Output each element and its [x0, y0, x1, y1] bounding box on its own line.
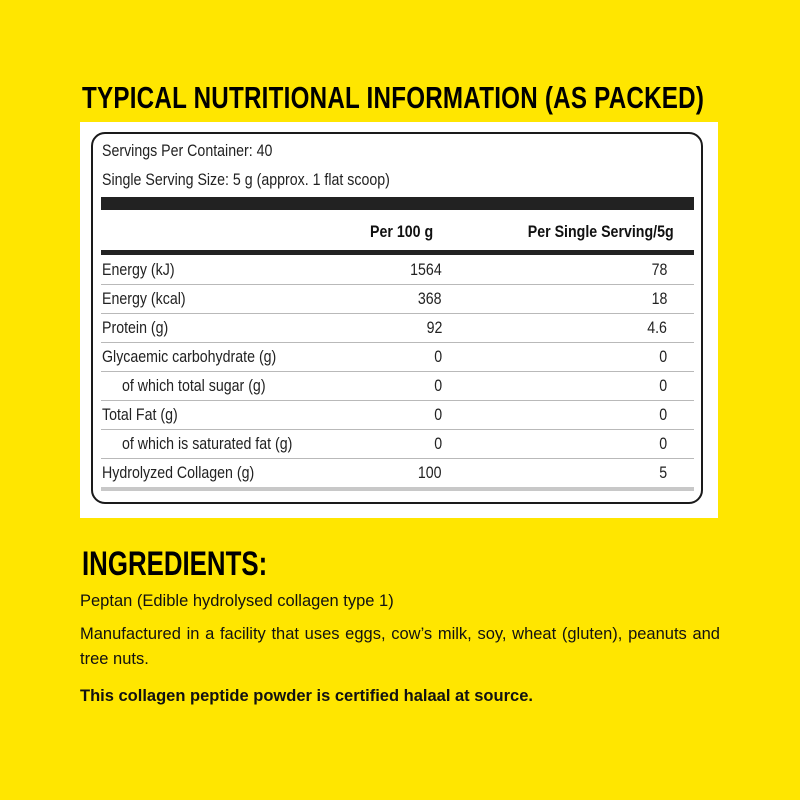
row-value-per-serving: 0 [659, 348, 667, 366]
row-value-per-100g: 0 [434, 406, 442, 424]
table-row [101, 256, 694, 285]
row-value-per-serving: 5 [659, 464, 667, 482]
row-label: Hydrolyzed Collagen (g) [102, 464, 255, 482]
row-value-per-100g: 0 [434, 435, 442, 453]
row-value-per-100g: 0 [434, 348, 442, 366]
row-value-per-serving: 0 [659, 435, 667, 453]
table-row [101, 430, 694, 459]
row-label: of which total sugar (g) [122, 377, 266, 395]
nutrition-heading: TYPICAL NUTRITIONAL INFORMATION (AS PACKED) [82, 80, 705, 115]
row-value-per-serving: 18 [651, 290, 667, 308]
table-row [101, 285, 694, 314]
ingredients-heading: INGREDIENTS: [82, 545, 268, 583]
row-label: Protein (g) [102, 319, 169, 337]
row-label: Energy (kcal) [102, 290, 186, 308]
ingredients-list: Peptan (Edible hydrolysed collagen type 1) [80, 592, 394, 610]
row-value-per-100g: 92 [426, 319, 442, 337]
row-label: of which is saturated fat (g) [122, 435, 293, 453]
row-value-per-100g: 1564 [410, 261, 442, 279]
table-row [101, 401, 694, 430]
row-value-per-100g: 368 [418, 290, 442, 308]
table-row [101, 314, 694, 343]
table-row [101, 343, 694, 372]
row-label: Energy (kJ) [102, 261, 175, 279]
row-label: Total Fat (g) [102, 406, 178, 424]
halaal-statement: This collagen peptide powder is certified halaal at source. [80, 687, 533, 705]
row-value-per-serving: 4.6 [647, 319, 667, 337]
table-row [101, 372, 694, 401]
servings-per-container: Servings Per Container: 40 [102, 142, 273, 160]
row-label: Glycaemic carbohydrate (g) [102, 348, 277, 366]
row-value-per-100g: 100 [418, 464, 442, 482]
top-divider-bar [101, 197, 694, 210]
table-row [101, 459, 694, 491]
row-value-per-serving: 0 [659, 406, 667, 424]
nutrition-rows [101, 256, 694, 491]
allergen-statement: Manufactured in a facility that uses eggs, cow’s milk, soy, wheat (gluten), peanuts and tree nuts. [80, 625, 720, 668]
column-header-per-serving: Per Single Serving/5g [528, 223, 674, 241]
column-header-per-100g: Per 100 g [370, 223, 434, 241]
nutrition-panel [80, 122, 718, 518]
row-value-per-100g: 0 [434, 377, 442, 395]
header-divider [101, 250, 694, 255]
serving-size: Single Serving Size: 5 g (approx. 1 flat scoop) [102, 171, 390, 189]
row-value-per-serving: 78 [651, 261, 667, 279]
row-value-per-serving: 0 [659, 377, 667, 395]
